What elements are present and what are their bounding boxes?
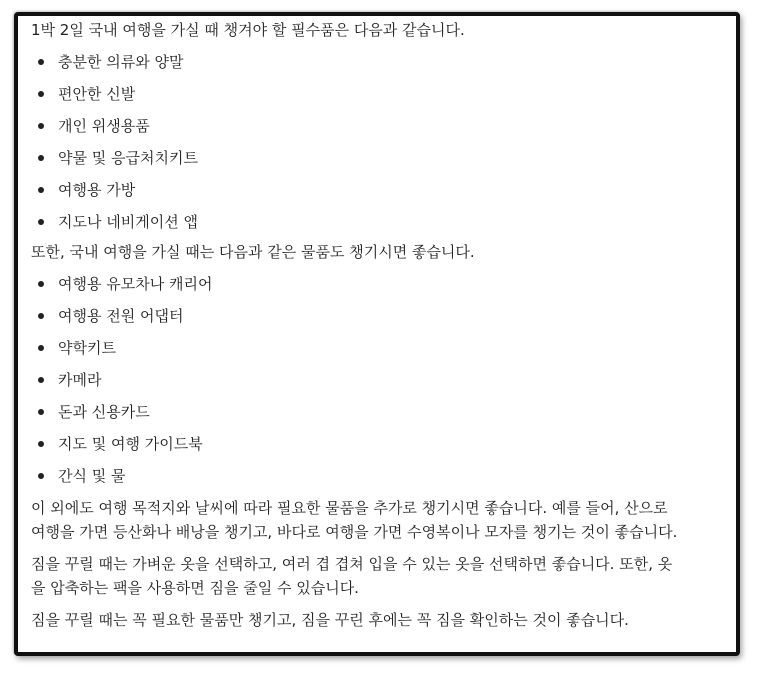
list-item [31,428,736,460]
list-item [31,142,736,174]
list-item-label: 여행용 유모차나 캐리어 [58,275,213,293]
bullet-icon [38,155,44,161]
list-item [31,268,736,300]
bullet-icon [38,123,44,129]
list-item [31,206,736,238]
list-item-label: 돈과 신용카드 [58,403,150,421]
list-item-label: 카메라 [58,371,102,389]
list-item [31,460,736,492]
final-paragraph: 짐을 꾸릴 때는 꼭 필요한 물품만 챙기고, 짐을 꾸린 후에는 꼭 짐을 확인하는 것이 좋습니다. [31,611,629,629]
list-item [31,46,736,78]
bullet-icon [38,441,44,447]
bullet-icon [38,409,44,415]
packing-paragraph [31,552,736,600]
list-item-label: 간식 및 물 [58,467,126,485]
list-item-label: 약학키트 [58,339,116,357]
list-item-label: 편안한 신발 [58,85,136,103]
bullet-icon [38,473,44,479]
list-item [31,396,736,428]
intro-paragraph: 1박 2일 국내 여행을 가실 때 챙겨야 할 필수품은 다음과 같습니다. [31,21,465,39]
bullet-icon [38,345,44,351]
destination-line-1: 이 외에도 여행 목적지와 날씨에 따라 필요한 물품을 추가로 챙기시면 좋습니다. 예를 들어, 산으로 [31,499,668,517]
bullet-icon [38,91,44,97]
extras-list [31,268,736,492]
list-item-label: 지도나 네비게이션 앱 [58,213,198,231]
essentials-list [31,46,736,238]
packing-line-1: 짐을 꾸릴 때는 가벼운 옷을 선택하고, 여러 겹 겹쳐 입을 수 있는 옷을 선택하면 좋습니다. 또한, 옷 [31,555,673,573]
destination-paragraph [31,496,736,544]
bullet-icon [38,281,44,287]
bullet-icon [38,187,44,193]
bullet-icon [38,219,44,225]
list-item-label: 여행용 전원 어댑터 [58,307,184,325]
list-item [31,78,736,110]
destination-line-2: 여행을 가면 등산화나 배낭을 챙기고, 바다로 여행을 가면 수영복이나 모자를 챙기는 것이 좋습니다. [31,523,678,541]
bullet-icon [38,59,44,65]
list-item [31,332,736,364]
bullet-icon [38,313,44,319]
list-item-label: 약물 및 응급처치키트 [58,149,198,167]
packing-line-2: 을 압축하는 팩을 사용하면 짐을 줄일 수 있습니다. [31,579,359,597]
list-item [31,174,736,206]
bullet-icon [38,377,44,383]
list-item-label: 충분한 의류와 양말 [58,53,184,71]
list-item-label: 개인 위생용품 [58,117,150,135]
also-paragraph: 또한, 국내 여행을 가실 때는 다음과 같은 물품도 챙기시면 좋습니다. [31,243,475,261]
list-item [31,110,736,142]
list-item-label: 지도 및 여행 가이드북 [58,435,203,453]
list-item [31,364,736,396]
list-item [31,300,736,332]
list-item-label: 여행용 가방 [58,181,136,199]
answer-text [31,18,736,632]
